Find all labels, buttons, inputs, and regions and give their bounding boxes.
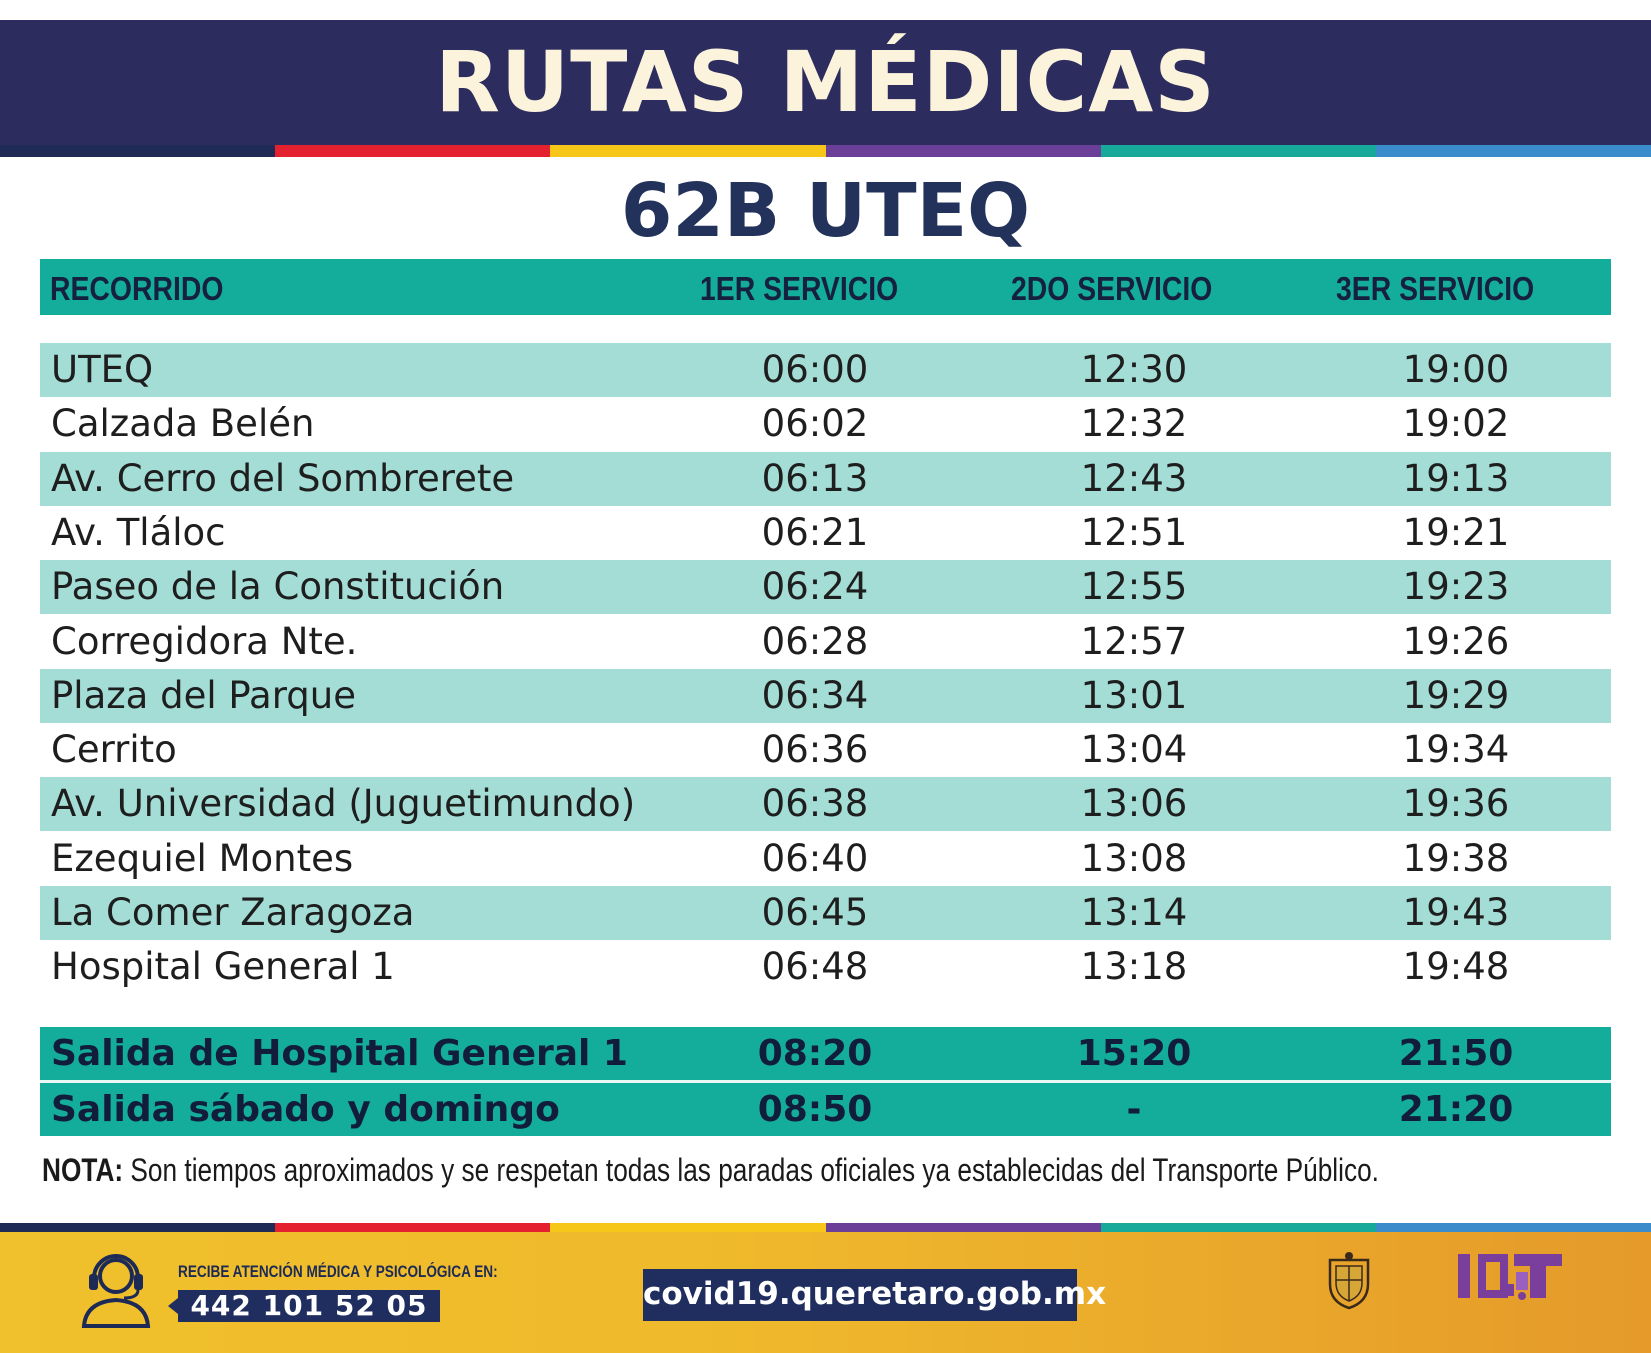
note xyxy=(42,1146,1379,1194)
time-servicio-2: 13:06 xyxy=(1080,782,1188,826)
stripe-segment xyxy=(550,145,825,157)
table-row xyxy=(40,832,1611,886)
time-servicio-1: 06:28 xyxy=(761,619,869,663)
stop-name: Hospital General 1 xyxy=(51,945,395,989)
time-servicio-1: 06:40 xyxy=(761,836,869,880)
time-servicio-1: 06:45 xyxy=(761,891,869,934)
time-servicio-1: 06:36 xyxy=(761,728,869,772)
time-servicio-3: 19:13 xyxy=(1402,456,1510,500)
table-header xyxy=(40,259,1611,315)
exit-time-2: 15:20 xyxy=(1076,1033,1192,1074)
time-servicio-3: 19:34 xyxy=(1402,728,1510,772)
time-servicio-3: 19:02 xyxy=(1402,402,1510,446)
time-servicio-3: 19:43 xyxy=(1402,891,1510,934)
time-servicio-1: 06:21 xyxy=(761,510,869,554)
time-servicio-2: 13:18 xyxy=(1080,945,1188,989)
time-servicio-3: 19:29 xyxy=(1402,673,1510,717)
exit-time-2: - xyxy=(1126,1089,1142,1130)
table-row xyxy=(40,560,1611,614)
phone-pointer xyxy=(168,1298,178,1314)
table-row xyxy=(40,397,1611,451)
headset-icon xyxy=(80,1246,152,1328)
time-servicio-2: 12:51 xyxy=(1080,510,1188,554)
time-servicio-3: 19:00 xyxy=(1402,348,1510,391)
exit-time-3: 21:50 xyxy=(1398,1033,1514,1074)
table-row xyxy=(40,669,1611,723)
iqt-logo xyxy=(1456,1248,1566,1304)
color-stripe-top xyxy=(0,145,1651,157)
stripe-segment xyxy=(1101,145,1376,157)
time-servicio-3: 19:23 xyxy=(1402,565,1510,609)
table-row xyxy=(40,777,1611,831)
time-servicio-2: 13:04 xyxy=(1080,728,1188,772)
phone-number[interactable]: 442 101 52 05 xyxy=(190,1289,428,1322)
exit-label: Salida de Hospital General 1 xyxy=(51,1033,628,1074)
time-servicio-1: 06:02 xyxy=(761,402,869,446)
table-row xyxy=(40,452,1611,506)
table-row xyxy=(40,940,1611,994)
time-servicio-2: 12:30 xyxy=(1080,348,1188,391)
stop-name: Cerrito xyxy=(51,728,177,772)
time-servicio-2: 12:32 xyxy=(1080,402,1188,446)
time-servicio-2: 12:55 xyxy=(1080,565,1188,609)
time-servicio-2: 12:43 xyxy=(1080,456,1188,500)
time-servicio-2: 13:01 xyxy=(1080,673,1188,717)
stop-name: Av. Tláloc xyxy=(51,510,226,554)
header-servicio-3: 3ER SERVICIO xyxy=(1336,270,1535,307)
queretaro-seal-logo xyxy=(1318,1250,1380,1312)
header-recorrido: RECORRIDO xyxy=(50,270,224,307)
stop-name: La Comer Zaragoza xyxy=(51,891,415,934)
page-title: RUTAS MÉDICAS xyxy=(435,33,1216,131)
time-servicio-3: 19:21 xyxy=(1402,510,1510,554)
time-servicio-1: 06:00 xyxy=(761,348,869,391)
table-row xyxy=(40,506,1611,560)
exit-time-1: 08:20 xyxy=(757,1033,873,1074)
header-servicio-2: 2DO SERVICIO xyxy=(1011,270,1213,307)
time-servicio-3: 19:26 xyxy=(1402,619,1510,663)
stripe-segment xyxy=(550,1223,825,1232)
color-stripe-bottom xyxy=(0,1223,1651,1232)
time-servicio-1: 06:34 xyxy=(761,673,869,717)
time-servicio-3: 19:38 xyxy=(1402,836,1510,880)
footer xyxy=(0,1232,1651,1353)
stop-name: Plaza del Parque xyxy=(51,673,356,717)
header-banner xyxy=(0,20,1651,145)
time-servicio-3: 19:48 xyxy=(1402,945,1510,989)
stripe-segment xyxy=(1101,1223,1376,1232)
table-row xyxy=(40,723,1611,777)
time-servicio-2: 13:08 xyxy=(1080,836,1188,880)
stop-name: Calzada Belén xyxy=(51,402,315,446)
stop-name: Av. Cerro del Sombrerete xyxy=(51,456,515,500)
table-row xyxy=(40,343,1611,397)
time-servicio-2: 13:14 xyxy=(1080,891,1188,934)
stripe-segment xyxy=(826,1223,1101,1232)
stripe-segment xyxy=(1376,1223,1651,1232)
exit-row-hospital xyxy=(40,1027,1611,1080)
contact-label: RECIBE ATENCIÓN MÉDICA Y PSICOLÓGICA EN: xyxy=(178,1262,498,1281)
note-label: NOTA: xyxy=(42,1152,124,1188)
stripe-segment xyxy=(0,145,275,157)
time-servicio-1: 06:48 xyxy=(761,945,869,989)
route-title: 62B UTEQ xyxy=(620,168,1031,254)
stripe-segment xyxy=(0,1223,275,1232)
stripe-segment xyxy=(275,145,550,157)
exit-row-weekend xyxy=(40,1083,1611,1136)
stop-name: Corregidora Nte. xyxy=(51,619,358,663)
time-servicio-3: 19:36 xyxy=(1402,782,1510,826)
time-servicio-1: 06:38 xyxy=(761,782,869,826)
time-servicio-1: 06:24 xyxy=(761,565,869,609)
stripe-segment xyxy=(826,145,1101,157)
stripe-segment xyxy=(275,1223,550,1232)
note-text: Son tiempos aproximados y se respetan todas las paradas oficiales ya establecidas del Transporte Público. xyxy=(130,1152,1379,1188)
exit-time-3: 21:20 xyxy=(1398,1089,1514,1130)
stop-name: Paseo de la Constitución xyxy=(51,565,505,609)
time-servicio-1: 06:13 xyxy=(761,456,869,500)
exit-label: Salida sábado y domingo xyxy=(51,1089,560,1130)
website-link[interactable]: covid19.queretaro.gob.mx xyxy=(643,1276,1107,1312)
header-servicio-1: 1ER SERVICIO xyxy=(700,270,899,307)
exit-time-1: 08:50 xyxy=(757,1089,873,1130)
stop-name: Av. Universidad (Juguetimundo) xyxy=(51,782,636,826)
time-servicio-2: 12:57 xyxy=(1080,619,1188,663)
table-row xyxy=(40,886,1611,940)
table-row xyxy=(40,615,1611,669)
stripe-segment xyxy=(1376,145,1651,157)
stop-name: UTEQ xyxy=(51,348,154,391)
stop-name: Ezequiel Montes xyxy=(51,836,354,880)
